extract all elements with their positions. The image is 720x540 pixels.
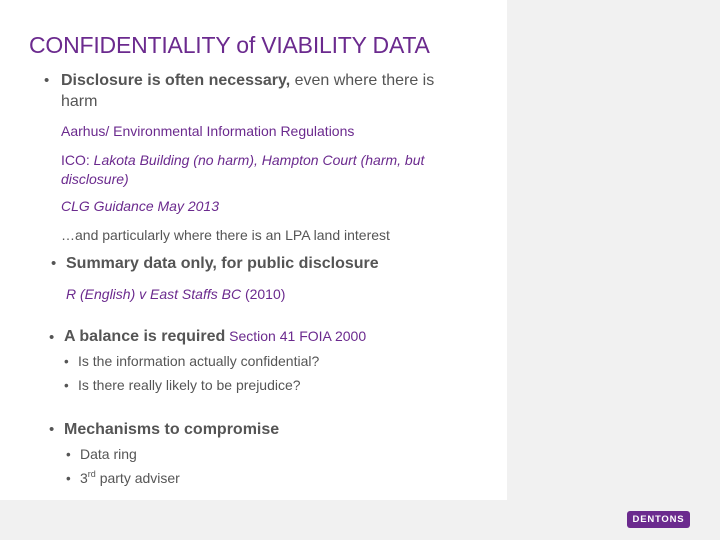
bullet-mechanisms: Mechanisms to compromise: [64, 421, 280, 438]
sub-third-party: [80, 470, 180, 486]
sub-prejudice-question: Is there really likely to be prejudice?: [78, 377, 301, 393]
footer-band: [0, 500, 720, 540]
bullet-marker: •: [49, 421, 55, 438]
sub-aarhus: Aarhus/ Environmental Information Regulations: [61, 123, 355, 139]
bullet-balance-ref: Section 41 FOIA 2000: [225, 328, 367, 344]
sub-third-party-sup: rd: [87, 469, 96, 479]
sub-lpa-note: …and particularly where there is an LPA land interest: [61, 227, 390, 243]
sub-data-ring: Data ring: [80, 446, 137, 462]
sub-case-year: (2010): [241, 286, 286, 302]
sub-case-english: [66, 286, 285, 302]
sub-third-party-num: 3: [80, 470, 88, 486]
slide-title: CONFIDENTIALITY of VIABILITY DATA: [29, 32, 430, 58]
side-panel: [507, 0, 720, 540]
sub-case-name: R (English) v East Staffs BC: [66, 286, 242, 302]
sub-ico-prefix: ICO:: [61, 152, 94, 168]
sub-ico: [61, 152, 424, 168]
bullet-marker: •: [51, 255, 57, 272]
sub-ico-line2: disclosure): [61, 171, 129, 187]
bullet-marker: •: [64, 378, 69, 393]
bullet-marker: •: [49, 329, 55, 346]
dentons-logo: DENTONS: [627, 511, 690, 528]
bullet-disclosure-bold: Disclosure is often necessary,: [61, 72, 291, 89]
bullet-summary-data: Summary data only, for public disclosure: [66, 255, 379, 272]
bullet-marker: •: [66, 471, 71, 486]
sub-confidential-question: Is the information actually confidential?: [78, 353, 320, 369]
bullet-disclosure-line2: harm: [61, 93, 98, 110]
bullet-balance: [64, 328, 366, 346]
sub-clg-guidance: CLG Guidance May 2013: [61, 198, 219, 214]
bullet-disclosure-rest: even where there is: [290, 72, 435, 89]
bullet-marker: •: [44, 72, 50, 89]
bullet-disclosure: [61, 72, 434, 90]
bullet-marker: •: [66, 447, 71, 462]
bullet-marker: •: [64, 354, 69, 369]
bullet-balance-bold: A balance is required: [64, 328, 226, 345]
sub-ico-cases: Lakota Building (no harm), Hampton Court (harm, but: [93, 152, 425, 168]
sub-third-party-rest: party adviser: [95, 470, 180, 486]
